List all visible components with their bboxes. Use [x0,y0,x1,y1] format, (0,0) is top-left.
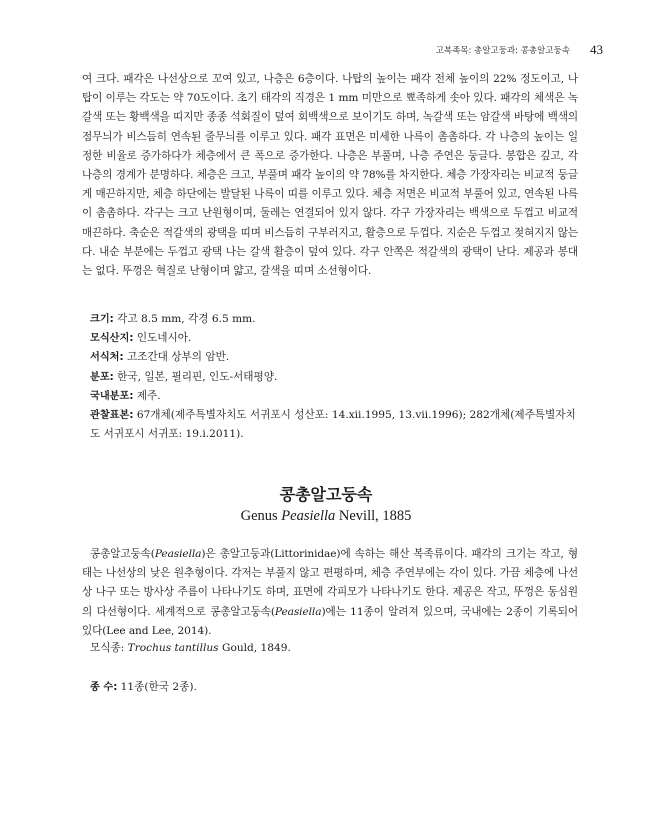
text-run: )은 총알고둥과(Littorinidae)에 속하는 해산 복족류이다. 패각의 크기는 작고, 형태는 나선상의 낮은 원추형이다. 각저는 부풀지 않고 편평하며, 체층 주연부에는 각이 있다. 가끔 체층에 나선상 나구 또는 방사상 주름이 나타나기도 하며, 표면에 각피모가 나타나기도 한다. 제공은 작고, 뚜껑은 동심원의 다선형이다. 세계적으로 콩총알고둥속( [82,548,578,618]
running-header: 고복족목: 총알고둥과: 콩총알고둥속 [435,46,570,56]
fact-label: 관찰표본: [90,410,134,422]
fact-value: 고조간대 상부의 암반. [126,351,230,364]
fact-value: 67개체(제주특별자치도 서귀포시 성산포: 14.xii.1995, 13.vii.1996); 282개체(제주특별자치도 서귀포시 서귀포: 19.i.2011). [90,409,576,441]
genus-author: Nevill, 1885 [335,508,412,524]
species-count-line [90,678,197,694]
genus-name-italic: Peasiella [281,508,336,524]
fact-specimens-examined [82,406,582,444]
species-facts [82,310,582,444]
fact-domestic-distribution [82,387,582,406]
fact-type-locality [82,329,582,348]
fact-value: 인도네시아. [136,332,192,345]
fact-habitat [82,348,582,367]
type-species-line [90,640,291,655]
genus-title-scientific [0,508,652,525]
species-count-value: 11종(한국 2종). [117,681,197,693]
fact-label: 서식처: [90,352,124,364]
type-species-label: 모식종: [90,642,128,654]
genus-name-italic: Peasiella [274,605,322,618]
fact-value: 한국, 일본, 필리핀, 인도-서태평양. [117,370,278,383]
genus-description-paragraph [82,545,578,641]
fact-value: 제주. [136,389,161,402]
genus-name-italic: Peasiella [154,548,202,560]
type-species-author: Gould, 1849. [218,642,291,654]
fact-label: 분포: [90,371,114,383]
genus-title-prefix: Genus [240,508,282,524]
fact-value: 각고 8.5 mm, 각경 6.5 mm. [117,313,256,325]
fact-label: 크기: [90,314,114,325]
fact-distribution [82,368,582,387]
page-number: 43 [590,42,603,57]
type-species-name: Trochus tantillus [127,642,219,654]
genus-title-korean: 콩총알고둥속 [279,485,373,504]
fact-label: 모식산지: [90,333,134,345]
text-run: 콩총알고둥속( [90,548,155,560]
species-description-paragraph: 여 크다. 패각은 나선상으로 꼬여 있고, 나층은 6층이다. 나탑의 높이는 패각 전체 높이의 22% 정도이고, 나탑이 이루는 각도는 약 70도이다. 초기 태각의 직경은 1 mm 미만으로 뾰족하게 솟아 있다. 패각의 체색은 녹갈색 또는 황백색을 띠지만 종종 석회질이 덮여 회백색으로 보이기도 하며, 녹갈색 또는 암갈색 바탕에 백색의 점무늬가 비스듬히 연속된 줄무늬를 이루고 있다. 패각 표면은 미세한 나륵이 촘촘하다. 각 나층의 높이는 일정한 비율로 증가하다가 체층에서 큰 폭으로 증가한다. 나층은 부풀며, 나층 주연은 둥글다. 봉합은 깊고, 각 나층의 경계가 분명하다. 체층은 크고, 부풀며 패각 높이의 약 78%를 차지한다. 체층 가장자리는 비교적 둥글게 매끈하지만, 체층 하단에는 발달된 나륵이 띠를 이루고 있다. 체층 저면은 비교적 부풀어 있고, 연속된 나륵이 촘촘하다. 각구는 크고 난원형이며, 둘레는 연결되어 있지 않다. 각구 가장자리는 백색으로 두껍고 비교적 매끈하다. 축순은 적갈색의 광택을 띠며 비스듬히 구부러지고, 활층으로 두껍다. 지순은 두껍고 젖혀지지 않는다. 내순 부분에는 두껍고 광택 나는 갈색 활층이 덮여 있다. 각구 안쪽은 적갈색의 광택이 난다. 제공과 봉대는 없다. 뚜껑은 혁질로 난형이며 얇고, 갈색을 띠며 소선형이다. [82,73,578,278]
fact-size [82,310,582,329]
fact-label: 국내분포: [90,390,134,402]
text-run: )에는 11종이 알려져 있으며, 국내에는 2종이 기록되어 있다(Lee and Lee, 2014). [82,605,578,637]
species-count-label: 종 수: [90,682,118,693]
